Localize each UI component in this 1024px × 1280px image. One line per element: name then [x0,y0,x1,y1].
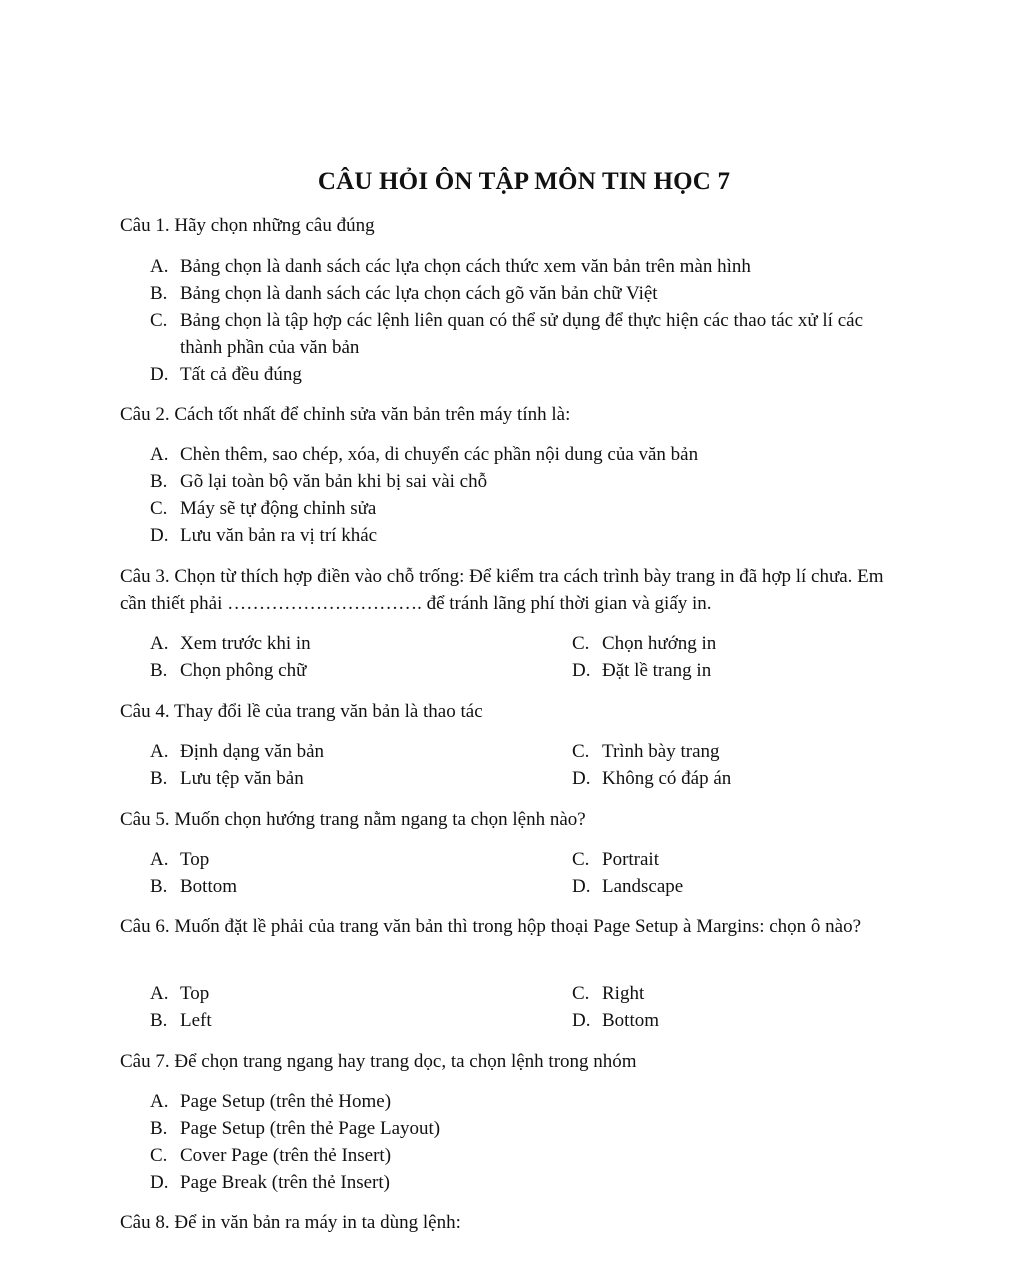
question-2-options [150,441,890,549]
option-letter: D. [572,660,591,681]
option-text: Bottom [602,1010,660,1031]
option-letter: C. [572,983,590,1004]
option-text: Bảng chọn là danh sách các lựa chọn cách thức xem văn bản trên màn hình [180,256,751,277]
option-text: Bảng chọn là danh sách các lựa chọn cách gõ văn bản chữ Việt [180,283,658,304]
option-text: Gõ lại toàn bộ văn bản khi bị sai vài chỗ [180,471,488,492]
option-letter: C. [150,310,168,331]
option-letter: D. [572,876,591,897]
option-c [572,630,890,657]
question-6-stem: Câu 6. Muốn đặt lề phải của trang văn bản thì trong hộp thoại Page Setup à Margins: chọn ô nào? [120,916,862,937]
option-letter: A. [150,444,169,465]
option-d [572,657,890,684]
option-text: Xem trước khi in [180,633,311,654]
question-4-options [150,738,890,792]
option-letter: A. [150,633,169,654]
option-d [572,873,890,900]
question-7-options [150,1088,890,1196]
option-letter: A. [150,741,169,762]
option-letter: B. [150,768,168,789]
option-text: Định dạng văn bản [180,741,325,762]
question-4-stem: Câu 4. Thay đổi lề của trang văn bản là thao tác [120,701,483,722]
option-text: Right [602,983,645,1004]
question-3-stem: Câu 3. Chọn từ thích hợp điền vào chỗ trống: Để kiểm tra cách trình bày trang in đã hợp lí chưa. Em cần thiết phải …………………………. để tránh lãng phí thời gian và giấy in. [120,566,884,614]
option-text: Chèn thêm, sao chép, xóa, di chuyển các phần nội dung của văn bản [180,444,699,465]
option-a [150,441,890,468]
option-text: Page Setup (trên thẻ Home) [180,1091,392,1112]
option-letter: D. [150,1172,169,1193]
option-text: Top [180,849,210,870]
option-letter: B. [150,1118,168,1139]
option-b [150,468,890,495]
option-text: Lưu văn bản ra vị trí khác [180,525,378,546]
question-5-stem: Câu 5. Muốn chọn hướng trang nằm ngang ta chọn lệnh nào? [120,809,586,830]
option-d [572,1007,890,1034]
option-letter: B. [150,283,168,304]
option-d [150,361,890,388]
question-1-options [150,253,890,388]
option-b [150,280,890,307]
option-text: Left [180,1010,212,1031]
option-text: Bảng chọn là tập hợp các lệnh liên quan có thể sử dụng để thực hiện các thao tác xử lí các thành phần của văn bản [180,310,863,358]
option-c [150,307,890,361]
option-d [572,765,890,792]
option-a [150,253,890,280]
option-text: Chọn phông chữ [180,660,307,681]
option-d [150,1169,890,1196]
option-text: Chọn hướng in [602,633,717,654]
option-letter: B. [150,471,168,492]
option-letter: D. [572,768,591,789]
option-letter: B. [150,660,168,681]
option-text: Cover Page (trên thẻ Insert) [180,1145,392,1166]
option-b [150,1115,890,1142]
page-title: CÂU HỎI ÔN TẬP MÔN TIN HỌC 7 [317,168,731,195]
option-a [150,630,572,657]
option-b [150,765,572,792]
question-8-stem: Câu 8. Để in văn bản ra máy in ta dùng lệnh: [120,1212,461,1233]
option-text: Đặt lề trang in [602,660,712,681]
option-letter: C. [572,741,590,762]
option-text: Landscape [602,876,684,897]
option-letter: A. [150,849,169,870]
option-letter: C. [572,849,590,870]
option-text: Portrait [602,849,659,870]
option-letter: D. [150,525,169,546]
option-a [150,980,572,1007]
question-3-options [150,630,890,684]
option-letter: B. [150,1010,168,1031]
option-letter: A. [150,256,169,277]
option-c [572,738,890,765]
option-letter: D. [150,364,169,385]
option-text: Bottom [180,876,238,897]
option-text: Trình bày trang [602,741,720,762]
option-text: Top [180,983,210,1004]
option-text: Page Break (trên thẻ Insert) [180,1172,390,1193]
question-5-options [150,846,890,900]
option-letter: A. [150,1091,169,1112]
option-a [150,1088,890,1115]
option-text: Lưu tệp văn bản [180,768,304,789]
option-d [150,522,890,549]
option-a [150,738,572,765]
question-2-stem: Câu 2. Cách tốt nhất để chỉnh sửa văn bản trên máy tính là: [120,404,571,425]
question-6-options [150,980,890,1034]
option-letter: C. [572,633,590,654]
option-text: Không có đáp án [602,768,732,789]
question-1-stem: Câu 1. Hãy chọn những câu đúng [120,215,375,236]
option-letter: A. [150,983,169,1004]
option-a [150,846,572,873]
option-c [572,980,890,1007]
option-c [150,1142,890,1169]
option-letter: C. [150,498,168,519]
option-text: Page Setup (trên thẻ Page Layout) [180,1118,441,1139]
option-letter: D. [572,1010,591,1031]
option-letter: C. [150,1145,168,1166]
option-b [150,873,572,900]
question-7-stem: Câu 7. Để chọn trang ngang hay trang dọc, ta chọn lệnh trong nhóm [120,1051,637,1072]
option-text: Máy sẽ tự động chỉnh sửa [180,498,377,519]
option-c [150,495,890,522]
option-b [150,657,572,684]
option-b [150,1007,572,1034]
option-letter: B. [150,876,168,897]
option-c [572,846,890,873]
option-text: Tất cả đều đúng [180,364,302,385]
